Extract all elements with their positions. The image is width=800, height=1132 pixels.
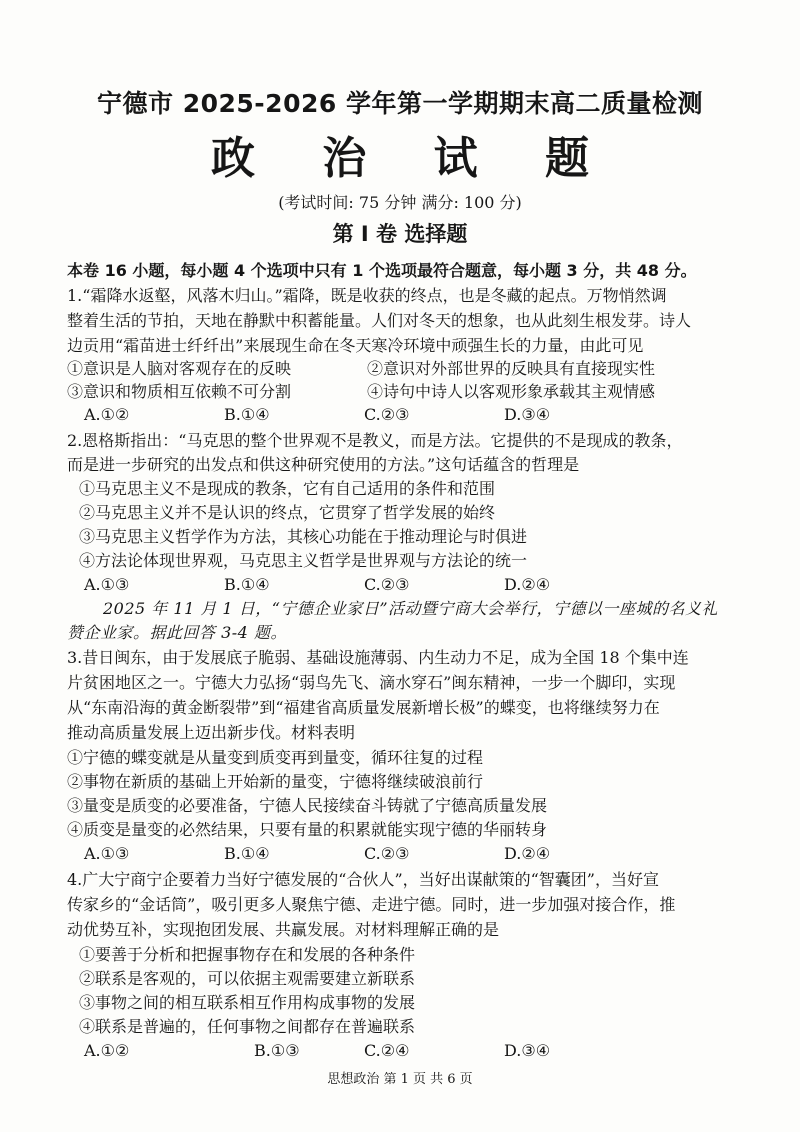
option-d: D.③④ [504,405,551,424]
statement-2: ②意识对外部世界的反映具有直接现实性 [367,359,656,378]
option-a: A.①③ [84,575,130,594]
instructions: 本卷 16 小题，每小题 4 个选项中只有 1 个选项最符合题意，每小题 3 分，共 48 分。 [67,261,697,280]
statement-1: ①要善于分析和把握事物存在和发展的各种条件 [79,945,416,964]
statement-3: ③马克思主义哲学作为方法，其核心功能在于推动理论与时俱进 [79,527,528,546]
exam-title: 宁德市 2025-2026 学年第一学期期末高二质量检测 [97,89,703,118]
option-c: C.②③ [364,575,410,594]
subject-title: 政 治 试 题 [211,133,615,184]
option-a: A.①② [84,1041,130,1060]
option-c: C.②③ [364,405,410,424]
option-d: D.③④ [504,1041,551,1060]
statement-4: ④诗句中诗人以客观形象承载其主观情感 [367,382,656,401]
exam-info: (考试时间: 75 分钟 满分: 100 分) [278,193,522,212]
option-a: A.①③ [84,844,130,863]
statement-2: ②马克思主义并不是认识的终点，它贯穿了哲学发展的始终 [79,503,496,522]
question-text-line: 1.“霜降水返壑，风落木归山。”霜降，既是收获的终点，也是冬藏的起点。万物悄然调 [67,286,667,305]
material-line: 赞企业家。据此回答 3-4 题。 [67,623,287,642]
statement-3: ③量变是质变的必要准备，宁德人民接续奋斗铸就了宁德高质量发展 [67,796,548,815]
option-a: A.①② [84,405,130,424]
question-text-line: 从“东南沿海的黄金断裂带”到“福建省高质量发展新增长极”的蝶变，也将继续努力在 [67,698,660,717]
option-b: B.①④ [224,575,270,594]
option-c: C.②④ [364,1041,410,1060]
statement-4: ④方法论体现世界观，马克思主义哲学是世界观与方法论的统一 [79,551,528,570]
option-b: B.①④ [224,844,270,863]
question-text-line: 而是进一步研究的出发点和供这种研究使用的方法。”这句话蕴含的哲理是 [67,455,580,474]
statement-4: ④联系是普遍的，任何事物之间都存在普遍联系 [79,1017,416,1036]
statement-3: ③事物之间的相互联系相互作用构成事物的发展 [79,993,416,1012]
question-text-line: 动优势互补，实现抱团发展、共赢发展。对材料理解正确的是 [67,920,500,939]
question-text-line: 整着生活的节拍，天地在静默中积蓄能量。人们对冬天的想象，也从此刻生根发芽。诗人 [67,311,692,330]
question-text-line: 片贫困地区之一。宁德大力弘扬“弱鸟先飞、滴水穿石”闽东精神，一步一个脚印，实现 [67,673,676,692]
question-text-line: 传家乡的“金话筒”，吸引更多人聚焦宁德、走进宁德。同时，进一步加强对接合作，推 [67,895,676,914]
page-footer: 思想政治 第 1 页 共 6 页 [327,1072,473,1087]
question-text-line: 边贡用“霜苗进士纤纤出”来展现生命在冬天寒冷环境中顽强生长的力量，由此可见 [67,336,644,355]
question-text-line: 3.昔日闽东，由于发展底子脆弱、基础设施薄弱、内生动力不足，成为全国 18 个集中连 [67,648,689,667]
question-text-line: 4.广大宁商宁企要着力当好宁德发展的“合伙人”，当好出谋献策的“智囊团”，当好宣 [67,870,659,889]
section-heading: 第 Ⅰ 卷 选择题 [332,222,468,246]
statement-1: ①意识是人脑对客观存在的反映 [67,359,292,378]
statement-2: ②联系是客观的，可以依据主观需要建立新联系 [79,969,416,988]
statement-4: ④质变是量变的必然结果，只要有量的积累就能实现宁德的华丽转身 [67,820,548,839]
option-d: D.②④ [504,575,551,594]
question-text-line: 推动高质量发展上迈出新步伐。材料表明 [67,723,356,742]
option-c: C.②③ [364,844,410,863]
statement-1: ①宁德的蝶变就是从量变到质变再到量变，循环往复的过程 [67,748,484,767]
material-line: 2025 年 11 月 1 日，“宁德企业家日”活动暨宁商大会举行，宁德以一座城的名义礼 [103,599,719,618]
option-b: B.①③ [254,1041,300,1060]
option-d: D.②④ [504,844,551,863]
statement-1: ①马克思主义不是现成的教条，它有自己适用的条件和范围 [79,479,496,498]
statement-2: ②事物在新质的基础上开始新的量变，宁德将继续破浪前行 [67,772,484,791]
statement-3: ③意识和物质相互依赖不可分割 [67,382,292,401]
question-text-line: 2.恩格斯指出：“马克思的整个世界观不是教义，而是方法。它提供的不是现成的教条， [67,431,683,450]
option-b: B.①④ [224,405,270,424]
